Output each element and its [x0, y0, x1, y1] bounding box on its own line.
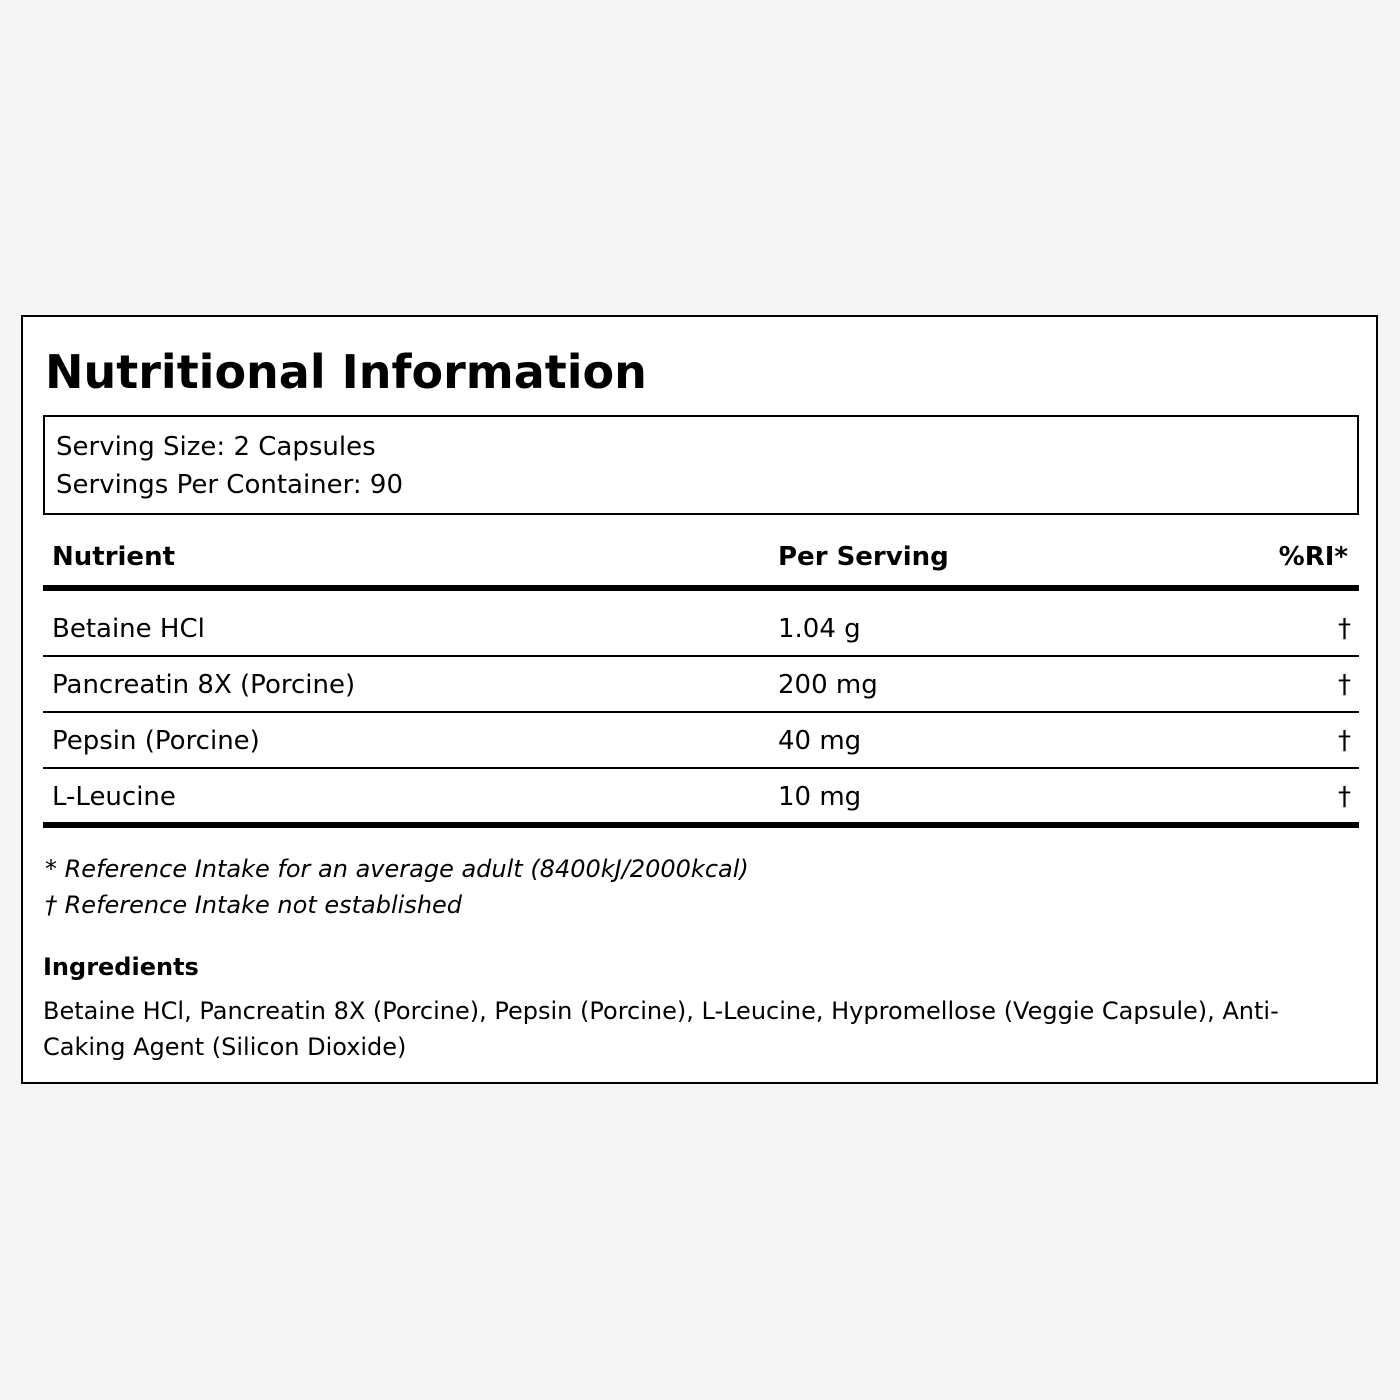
nutrient-ri: † — [1338, 614, 1351, 644]
header-per-serving: Per Serving — [778, 542, 949, 572]
nutrient-amount: 10 mg — [778, 782, 862, 812]
table-bottom-divider — [43, 822, 1359, 828]
nutrient-amount: 1.04 g — [778, 614, 861, 644]
nutrient-ri: † — [1338, 726, 1351, 756]
nutrient-ri: † — [1338, 782, 1351, 812]
nutrient-ri: † — [1338, 670, 1351, 700]
footnote-reference-intake: * Reference Intake for an average adult (8400kJ/2000kcal) — [45, 855, 749, 883]
header-ri: %RI* — [1278, 542, 1348, 572]
nutrient-name: Pancreatin 8X (Porcine) — [52, 670, 356, 700]
nutrient-table-body — [43, 601, 1359, 825]
table-row — [43, 601, 1359, 657]
table-row — [43, 713, 1359, 769]
servings-per-container: Servings Per Container: 90 — [56, 470, 404, 500]
ingredients-heading: Ingredients — [43, 953, 199, 981]
nutrient-amount: 40 mg — [778, 726, 862, 756]
header-divider — [43, 585, 1359, 591]
table-row — [43, 657, 1359, 713]
nutrition-panel — [21, 315, 1378, 1084]
nutrient-amount: 200 mg — [778, 670, 878, 700]
footnote-not-established: † Reference Intake not established — [45, 891, 463, 919]
serving-info-box — [43, 415, 1359, 515]
table-row — [43, 769, 1359, 825]
nutrient-name: Pepsin (Porcine) — [52, 726, 260, 756]
serving-size: Serving Size: 2 Capsules — [56, 432, 376, 462]
nutrient-name: L-Leucine — [52, 782, 176, 812]
nutrient-name: Betaine HCl — [52, 614, 205, 644]
panel-title: Nutritional Information — [45, 345, 647, 399]
ingredients-list: Betaine HCl, Pancreatin 8X (Porcine), Pepsin (Porcine), L-Leucine, Hypromellose (Veggie Capsule), Anti-Caking Agent (Silicon Dioxide) — [43, 997, 1279, 1061]
header-nutrient: Nutrient — [52, 542, 176, 572]
